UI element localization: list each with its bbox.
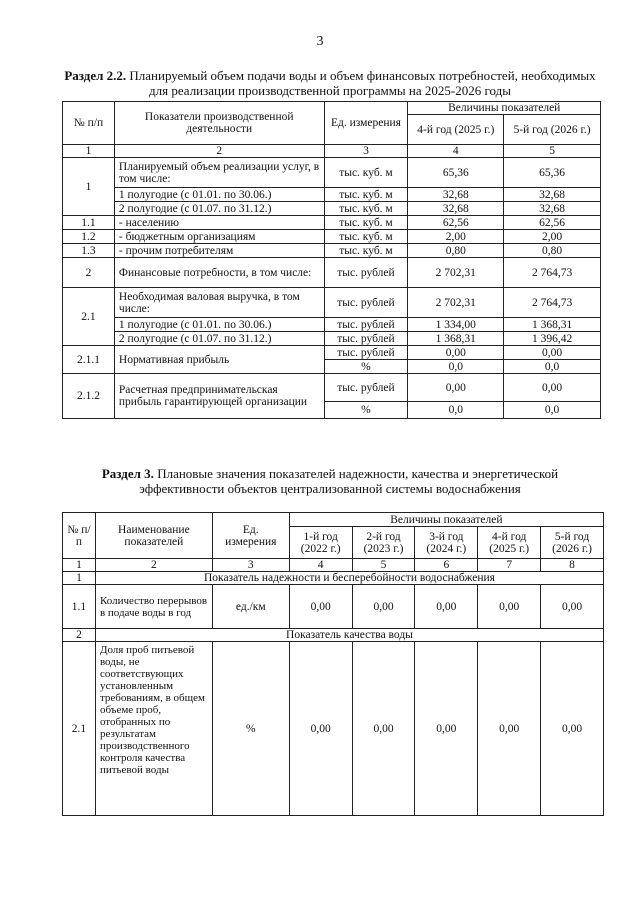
row-1b-value-5: 32,68 bbox=[504, 202, 601, 216]
row-2-1a-value-5: 1 368,31 bbox=[504, 318, 601, 332]
row-1-2-value-5: 2,00 bbox=[504, 230, 601, 244]
row3-2-1-value-1: 0,00 bbox=[289, 642, 352, 816]
row-2-value-4: 2 702,31 bbox=[408, 258, 504, 288]
row-1-name: Планируемый объем реализации услуг, в том числе: bbox=[114, 158, 324, 188]
table-section-3 bbox=[62, 512, 604, 816]
head3-num: № п/п bbox=[63, 513, 96, 559]
head3-year1: 1-й год (2022 г.) bbox=[289, 527, 352, 559]
head3-year5: 5-й год (2026 г.) bbox=[541, 527, 604, 559]
row3-2-1-value-4: 0,00 bbox=[478, 642, 541, 816]
section-3-title-bold: Раздел 3. bbox=[101, 466, 154, 481]
row-2-1-value-4: 2 702,31 bbox=[408, 288, 504, 318]
row3-1-1-value-3: 0,00 bbox=[415, 585, 478, 629]
head-num: № п/п bbox=[63, 102, 115, 145]
row-2-1-1-value-5a: 0,00 bbox=[504, 346, 601, 360]
row-1-3-value-4: 0,80 bbox=[408, 244, 504, 258]
row-2-1b-unit: тыс. рублей bbox=[324, 332, 408, 346]
row-2-1-2-value-4a: 0,00 bbox=[408, 374, 504, 402]
row-2-1-1-unit-2: % bbox=[324, 360, 408, 374]
row-2-1-2-value-5a: 0,00 bbox=[504, 374, 601, 402]
row3-1-1-value-1: 0,00 bbox=[289, 585, 352, 629]
row-2-1-num: 2.1 bbox=[63, 288, 115, 346]
head3-values: Величины показателей bbox=[289, 513, 603, 527]
row3-2-1-value-5: 0,00 bbox=[541, 642, 604, 816]
col-num-4: 4 bbox=[408, 145, 504, 158]
col3-num-5: 5 bbox=[352, 559, 415, 572]
row-2-1-2-name: Расчетная предпринимательская прибыль гарантирующей организации bbox=[114, 374, 324, 419]
col3-num-8: 8 bbox=[541, 559, 604, 572]
row-1-2-unit: тыс. куб. м bbox=[324, 230, 408, 244]
head-indicator: Показатели производственной деятельности bbox=[114, 102, 324, 145]
col3-num-6: 6 bbox=[415, 559, 478, 572]
row-2-1b-value-5: 1 396,42 bbox=[504, 332, 601, 346]
row-2-1a-name: 1 полугодие (с 01.01. по 30.06.) bbox=[114, 318, 324, 332]
row3-1-1-num: 1.1 bbox=[63, 585, 96, 629]
row3-1-1-name: Количество перерывов в подаче воды в год bbox=[95, 585, 212, 629]
row-1-1-unit: тыс. куб. м bbox=[324, 216, 408, 230]
col-num-5: 5 bbox=[504, 145, 601, 158]
row-2-1-unit: тыс. рублей bbox=[324, 288, 408, 318]
group-1-title: Показатель надежности и бесперебойности водоснабжения bbox=[95, 572, 603, 585]
row-2-1-1-value-4b: 0,0 bbox=[408, 360, 504, 374]
row-1-1-num: 1.1 bbox=[63, 216, 115, 230]
col3-num-2: 2 bbox=[95, 559, 212, 572]
row3-1-1-value-4: 0,00 bbox=[478, 585, 541, 629]
col3-num-4: 4 bbox=[289, 559, 352, 572]
head3-year2: 2-й год (2023 г.) bbox=[352, 527, 415, 559]
col3-num-3: 3 bbox=[212, 559, 289, 572]
row-1-3-unit: тыс. куб. м bbox=[324, 244, 408, 258]
row3-1-1-value-5: 0,00 bbox=[541, 585, 604, 629]
section-2-2-title-text: Планируемый объем подачи воды и объем финансовых потребностей, необходимых для реализации производственной программы на 2025-2026 годы bbox=[126, 68, 596, 98]
row-2-1-2-unit-1: тыс. рублей bbox=[324, 374, 408, 402]
col3-num-1: 1 bbox=[63, 559, 96, 572]
row-1b-name: 2 полугодие (с 01.07. по 31.12.) bbox=[114, 202, 324, 216]
row-2-1-1-num: 2.1.1 bbox=[63, 346, 115, 374]
col-num-1: 1 bbox=[63, 145, 115, 158]
row-1-value-4: 65,36 bbox=[408, 158, 504, 188]
row3-2-1-num: 2.1 bbox=[63, 642, 96, 816]
row3-1-1-unit: ед./км bbox=[212, 585, 289, 629]
row-1-3-num: 1.3 bbox=[63, 244, 115, 258]
row-2-1b-value-4: 1 368,31 bbox=[408, 332, 504, 346]
row3-1-1-value-2: 0,00 bbox=[352, 585, 415, 629]
row-1-2-num: 1.2 bbox=[63, 230, 115, 244]
row-1a-value-4: 32,68 bbox=[408, 188, 504, 202]
row-2-1-2-value-5b: 0,0 bbox=[504, 402, 601, 419]
page-number: 3 bbox=[316, 34, 324, 49]
row-1b-unit: тыс. куб. м bbox=[324, 202, 408, 216]
section-3-title bbox=[60, 466, 600, 496]
col-num-2: 2 bbox=[114, 145, 324, 158]
row-2-1a-unit: тыс. рублей bbox=[324, 318, 408, 332]
table-section-2-2 bbox=[62, 101, 601, 419]
row3-2-1-unit: % bbox=[212, 642, 289, 816]
row-1a-name: 1 полугодие (с 01.01. по 30.06.) bbox=[114, 188, 324, 202]
row-2-1-1-unit-1: тыс. рублей bbox=[324, 346, 408, 360]
row-1-1-value-5: 62,56 bbox=[504, 216, 601, 230]
row3-2-1-name: Доля проб питьевой воды, не соответствующих установленным требованиям, в общем объеме проб, отобранных по результатам производственного контроля качества питьевой воды bbox=[95, 642, 212, 816]
row-2-1-1-value-4a: 0,00 bbox=[408, 346, 504, 360]
row-2-unit: тыс. рублей bbox=[324, 258, 408, 288]
row-2-1-2-value-4b: 0,0 bbox=[408, 402, 504, 419]
head3-year3: 3-й год (2024 г.) bbox=[415, 527, 478, 559]
row-2-name: Финансовые потребности, в том числе: bbox=[114, 258, 324, 288]
head3-unit: Ед. измерения bbox=[212, 513, 289, 559]
row-1-unit: тыс. куб. м bbox=[324, 158, 408, 188]
row-1-2-value-4: 2,00 bbox=[408, 230, 504, 244]
row-1-1-name: - населению bbox=[114, 216, 324, 230]
head3-year4: 4-й год (2025 г.) bbox=[478, 527, 541, 559]
row-1b-value-4: 32,68 bbox=[408, 202, 504, 216]
section-2-2-title bbox=[60, 68, 600, 98]
row-1a-value-5: 32,68 bbox=[504, 188, 601, 202]
row-2-1-2-num: 2.1.2 bbox=[63, 374, 115, 419]
head-year5: 5-й год (2026 г.) bbox=[504, 115, 601, 145]
row-1-3-name: - прочим потребителям bbox=[114, 244, 324, 258]
row-2-1-name: Необходимая валовая выручка, в том числе: bbox=[114, 288, 324, 318]
section-3-title-text: Плановые значения показателей надежности, качества и энергетической эффективности объектов централизованной системы водоснабжения bbox=[139, 466, 559, 496]
head3-name: Наименование показателей bbox=[95, 513, 212, 559]
group-2-num: 2 bbox=[63, 629, 96, 642]
row-2-num: 2 bbox=[63, 258, 115, 288]
row-1-value-5: 65,36 bbox=[504, 158, 601, 188]
col-num-3: 3 bbox=[324, 145, 408, 158]
row-1-3-value-5: 0,80 bbox=[504, 244, 601, 258]
row-2-1-value-5: 2 764,73 bbox=[504, 288, 601, 318]
row-2-1a-value-4: 1 334,00 bbox=[408, 318, 504, 332]
row-1-1-value-4: 62,56 bbox=[408, 216, 504, 230]
row-1-2-name: - бюджетным организациям bbox=[114, 230, 324, 244]
col3-num-7: 7 bbox=[478, 559, 541, 572]
head-unit: Ед. измерения bbox=[324, 102, 408, 145]
row3-2-1-value-3: 0,00 bbox=[415, 642, 478, 816]
row-2-value-5: 2 764,73 bbox=[504, 258, 601, 288]
row-2-1-1-value-5b: 0,0 bbox=[504, 360, 601, 374]
row-2-1-2-unit-2: % bbox=[324, 402, 408, 419]
row-2-1b-name: 2 полугодие (с 01.07. по 31.12.) bbox=[114, 332, 324, 346]
group-1-num: 1 bbox=[63, 572, 96, 585]
row-1a-unit: тыс. куб. м bbox=[324, 188, 408, 202]
group-2-title: Показатель качества воды bbox=[95, 629, 603, 642]
head-values: Величины показателей bbox=[408, 102, 601, 115]
head-year4: 4-й год (2025 г.) bbox=[408, 115, 504, 145]
row-2-1-1-name: Нормативная прибыль bbox=[114, 346, 324, 374]
row3-2-1-value-2: 0,00 bbox=[352, 642, 415, 816]
section-2-2-title-bold: Раздел 2.2. bbox=[64, 68, 127, 83]
row-1-num: 1 bbox=[63, 158, 115, 216]
